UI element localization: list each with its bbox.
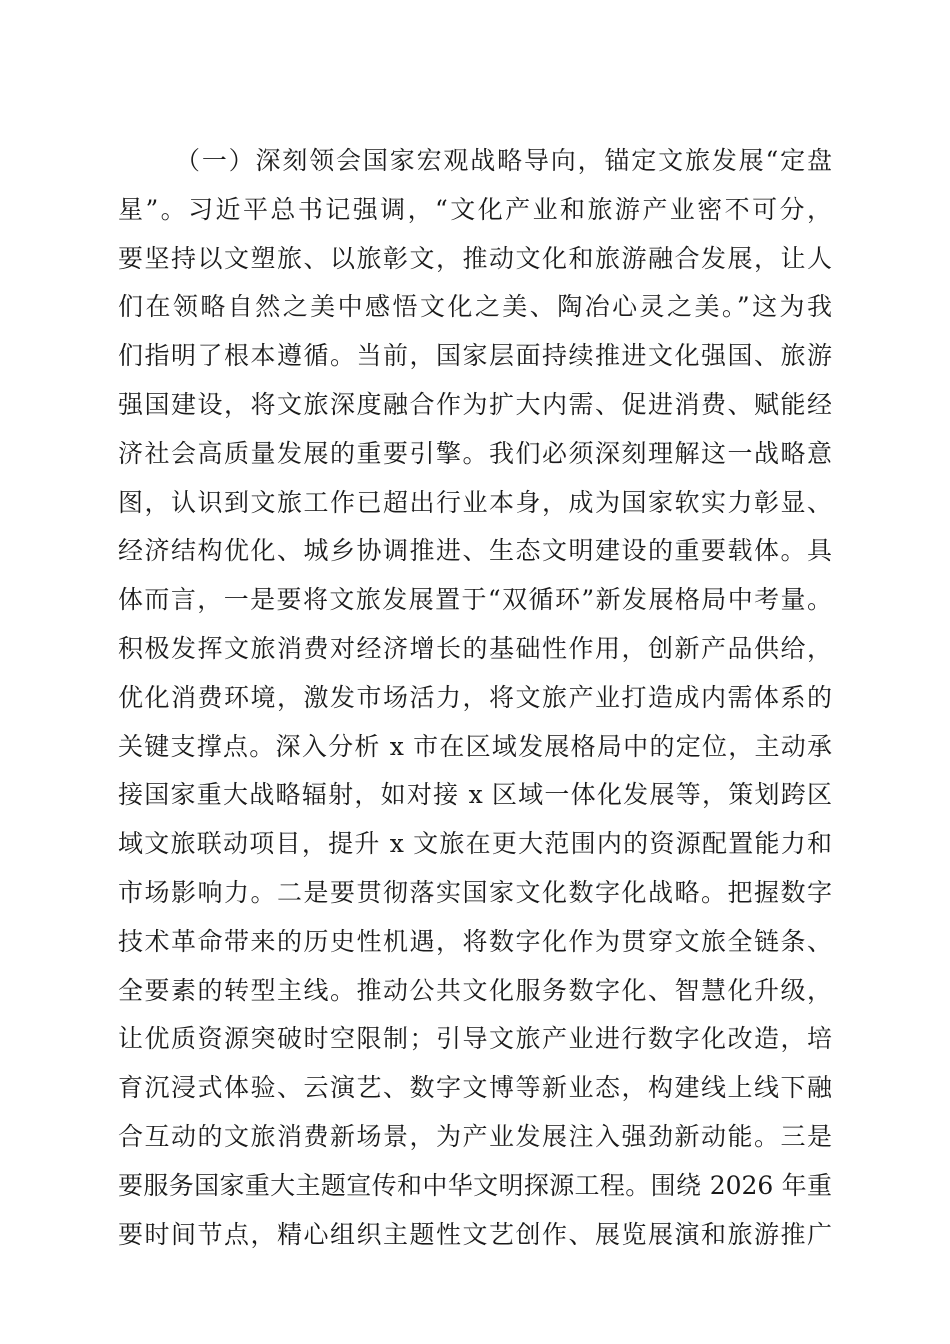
paragraph-line: 接国家重大战略辐射，如对接 x 区域一体化发展等，策划跨区 (118, 780, 832, 810)
paragraph-line: 强国建设，将文旅深度融合作为扩大内需、促进消费、赋能经 (118, 389, 832, 419)
paragraph-line: 域文旅联动项目，提升 x 文旅在更大范围内的资源配置能力和 (118, 829, 832, 859)
paragraph-line: （一）深刻领会国家宏观战略导向，锚定文旅发展“定盘 (175, 146, 832, 175)
paragraph-line: 育沉浸式体验、云演艺、数字文博等新业态，构建线上线下融 (118, 1073, 832, 1103)
paragraph-line: 要坚持以文塑旅、以旅彰文，推动文化和旅游融合发展，让人 (118, 243, 832, 273)
paragraph-line: 济社会高质量发展的重要引擎。我们必须深刻理解这一战略意 (118, 438, 832, 468)
paragraph-line: 积极发挥文旅消费对经济增长的基础性作用，创新产品供给， (118, 633, 832, 663)
paragraph-line: 技术革命带来的历史性机遇，将数字化作为贯穿文旅全链条、 (118, 926, 832, 956)
paragraph-line: 星”。习近平总书记强调，“文化产业和旅游产业密不可分， (118, 194, 832, 224)
paragraph-line: 优化消费环境，激发市场活力，将文旅产业打造成内需体系的 (118, 682, 832, 712)
paragraph-line: 市场影响力。二是要贯彻落实国家文化数字化战略。把握数字 (118, 877, 832, 907)
paragraph-line: 全要素的转型主线。推动公共文化服务数字化、智慧化升级， (118, 975, 832, 1005)
paragraph-line: 们指明了根本遵循。当前，国家层面持续推进文化强国、旅游 (118, 341, 832, 371)
paragraph-line: 图，认识到文旅工作已超出行业本身，成为国家软实力彰显、 (118, 487, 832, 517)
paragraph-line: 让优质资源突破时空限制；引导文旅产业进行数字化改造，培 (118, 1024, 832, 1054)
paragraph-line: 们在领略自然之美中感悟文化之美、陶冶心灵之美。”这为我 (118, 292, 832, 322)
paragraph-line: 要时间节点，精心组织主题性文艺创作、展览展演和旅游推广 (118, 1219, 832, 1249)
paragraph-line: 合互动的文旅消费新场景，为产业发展注入强劲新动能。三是 (118, 1121, 832, 1151)
paragraph-line: 要服务国家重大主题宣传和中华文明探源工程。围绕 2026 年重 (118, 1170, 832, 1200)
paragraph-line: 体而言，一是要将文旅发展置于“双循环”新发展格局中考量。 (118, 585, 832, 615)
paragraph-line: 经济结构优化、城乡协调推进、生态文明建设的重要载体。具 (118, 536, 832, 566)
paragraph-line: 关键支撑点。深入分析 x 市在区域发展格局中的定位，主动承 (118, 731, 832, 761)
body-paragraph (118, 137, 832, 1259)
